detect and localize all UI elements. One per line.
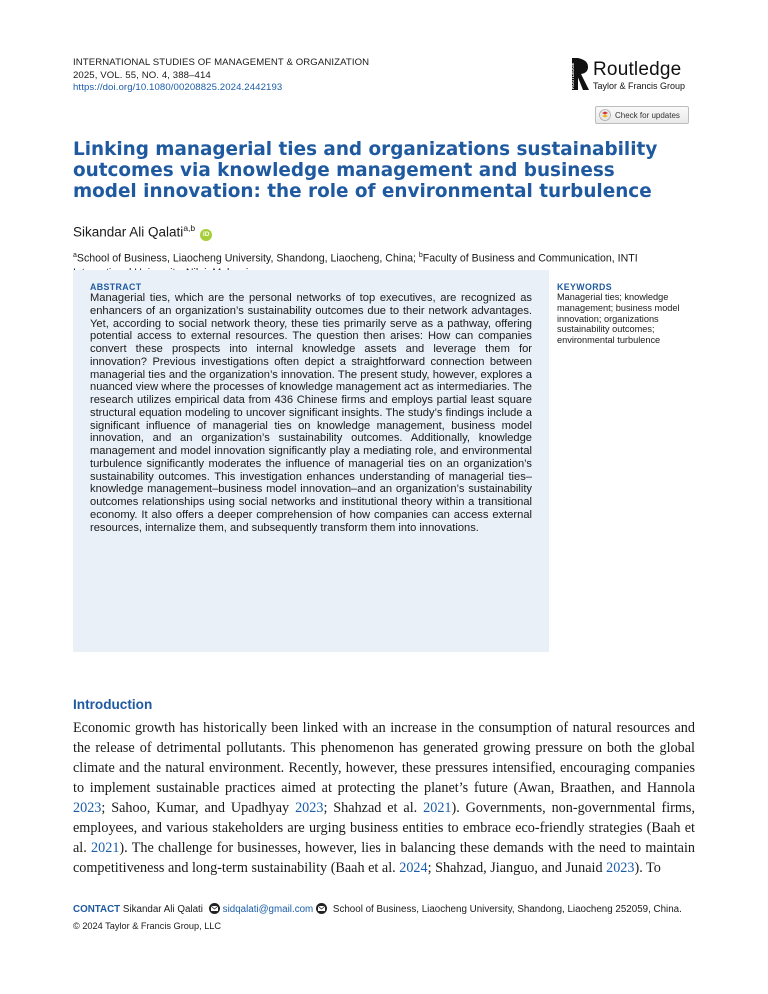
email-icon — [209, 903, 220, 914]
author — [73, 223, 212, 241]
keywords-block — [557, 282, 697, 346]
abstract-text: Managerial ties, which are the personal networks of top executives, are recognized as enhancers of an organization’s sustainability outcomes due to their network advantages. Yet, according to social network theory, these ties primarily serve as a pathway, offering potential access to external resources. The question then arises: How can companies convert these prospects into internal knowledge assets and leverage them for innovation? Previous investigations often depict a straightforward connection between managerial ties and the organization’s innovation. The present study, however, explores a nuanced view where the processes of knowledge management act as intermediaries. The research utilizes empirical data from 436 Chinese firms and employs partial least square structural equation modeling to uncover significant insights. The study’s findings include a significant influence of managerial ties on knowledge management, business model innovation, and an organization’s sustainability outcomes. Additionally, knowledge management and model innovation significantly play a mediating role, and environmental turbulence significantly moderates the influence of managerial ties on an organization’s sustainability outcomes. This investigation enhances understanding of managerial ties–knowledge management–business model innovation–and an organization’s sustainability outcomes relationships using social networks and institutional theory within a transitional economy. It also offers a deeper comprehension of how companies can access external resources, internalize them, and subsequently transform them into innovations. — [90, 292, 532, 534]
copyright: © 2024 Taylor & Francis Group, LLC — [73, 920, 222, 931]
address-icon — [316, 903, 327, 914]
check-updates-label: Check for updates — [615, 110, 680, 120]
contact-label: CONTACT — [73, 904, 121, 915]
abstract-heading: ABSTRACT — [90, 282, 142, 292]
publisher-logo — [570, 56, 695, 92]
orcid-icon[interactable]: iD — [200, 229, 212, 241]
contact-name: Sikandar Ali Qalati — [120, 904, 206, 915]
intro-text-6: ; Shahzad, Jianguo, and Junaid — [427, 859, 607, 876]
contact-address: School of Business, Liaocheng University, Shandong, Liaocheng 252059, China. — [330, 904, 682, 915]
check-for-updates-button[interactable] — [595, 106, 689, 124]
abstract-box — [73, 270, 549, 652]
citation-link[interactable]: 2021 — [91, 839, 120, 856]
intro-text-7: ). To — [634, 859, 661, 876]
publisher-name: Routledge — [593, 59, 682, 80]
author-name: Sikandar Ali Qalati — [73, 224, 184, 240]
intro-text-2: ; Sahoo, Kumar, and Upadhyay — [101, 799, 296, 816]
contact-email[interactable]: sidqalati@gmail.com — [222, 904, 314, 915]
affil-a: School of Business, Liaocheng University, Shandong, Liaocheng, China; — [76, 252, 419, 265]
journal-name: INTERNATIONAL STUDIES OF MANAGEMENT & ORGANIZATION — [73, 57, 370, 68]
introduction-paragraph — [73, 719, 695, 879]
citation-link[interactable]: 2023 — [295, 799, 324, 816]
intro-text-4: ). Governments, non-governmental firms, employees, and various stakeholders are urging business entities to embrace eco-friendly strategies (Baah et al. — [73, 799, 695, 856]
author-affil-sup: a,b — [183, 223, 196, 233]
journal-header — [73, 57, 369, 95]
keywords-heading: KEYWORDS — [557, 282, 613, 292]
publisher-group: Taylor & Francis Group — [593, 81, 686, 91]
article-title: Linking managerial ties and organizations sustainability outcomes via knowledge management and business model innovation: the role of environmental turbulence — [73, 139, 658, 202]
citation-link[interactable]: 2021 — [423, 799, 452, 816]
section-heading-introduction: Introduction — [73, 697, 153, 712]
intro-text-3: ; Shahzad et al. — [323, 799, 424, 816]
affil-b: Faculty of Business and Communication, INTI — [422, 252, 638, 265]
citation-link[interactable]: 2023 — [73, 799, 102, 816]
routledge-logo-icon — [570, 56, 590, 92]
affil-a-sup: a — [73, 252, 77, 259]
svg-text:ROUTLEDGE: ROUTLEDGE — [570, 62, 575, 89]
footer-contact — [73, 903, 695, 933]
doi-link[interactable]: https://doi.org/10.1080/00208825.2024.2442193 — [73, 82, 283, 94]
journal-volume: 2025, VOL. 55, NO. 4, 388–414 — [73, 69, 211, 81]
keywords-text: Managerial ties; knowledge management; business model innovation; organizations sustainability outcomes; environmental turbulence — [557, 292, 680, 346]
affil-b-sup: b — [418, 252, 423, 259]
crossmark-icon — [599, 109, 611, 121]
citation-link[interactable]: 2023 — [606, 859, 635, 876]
intro-text-1: Economic growth has historically been linked with an increase in the consumption of natural resources and the release of detrimental pollutants. This phenomenon has generated growing pressure on both the global climate and the natural environment. Recently, however, these pressures intensified, encouraging companies to implement sustainable practices aimed at protecting the planet’s future (Awan, Braathen, and Hannola — [73, 720, 695, 796]
citation-link[interactable]: 2024 — [399, 859, 428, 876]
intro-text-5: ). The challenge for businesses, however, lies in balancing these demands with the need to maintain competitiveness and long-term sustainability (Baah et al. — [73, 839, 695, 876]
